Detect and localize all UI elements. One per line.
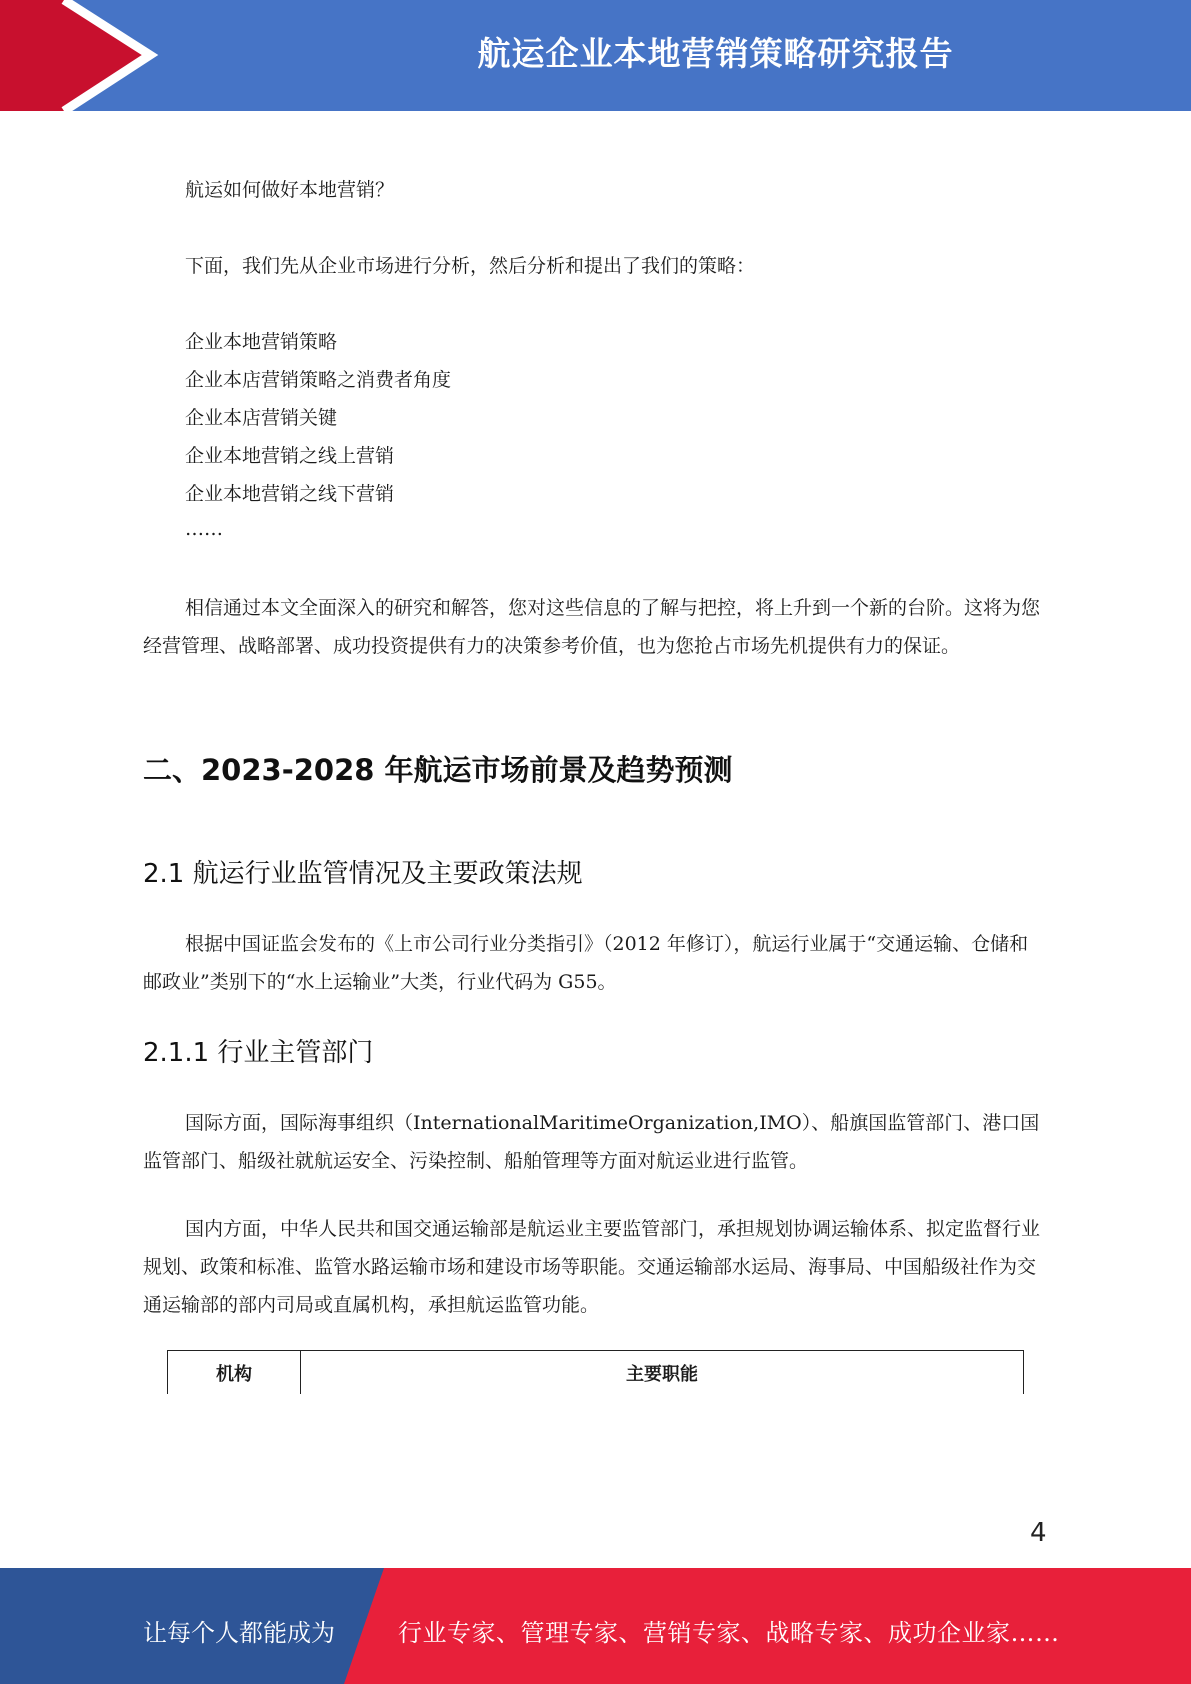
list-item: 企业本地营销之线上营销 bbox=[185, 445, 395, 467]
subsubsection-heading: 2.1.1 行业主管部门 bbox=[143, 1038, 374, 1068]
table-header-cell: 机构 bbox=[168, 1351, 301, 1394]
paragraph-domestic: 国内方面，中华人民共和国交通运输部是航运业主要监管部门，承担规划协调运输体系、拟定监督行业规划、政策和标准、监管水路运输市场和建设市场等职能。交通运输部水运局、海事局、中国船级社作为交通运输部的部内司局或直属机构，承担航运监管功能。 bbox=[143, 1218, 1041, 1316]
subsection-heading: 2.1 航运行业监管情况及主要政策法规 bbox=[143, 859, 583, 889]
footer-slogan-left: 让每个人都能成为 bbox=[143, 1619, 335, 1647]
list-item: 企业本地营销之线下营销 bbox=[185, 483, 395, 505]
page-footer bbox=[0, 1568, 1191, 1684]
page-number: 4 bbox=[1030, 1518, 1047, 1548]
list-item: 企业本地营销策略 bbox=[185, 331, 338, 353]
paragraph-international: 国际方面，国际海事组织（InternationalMaritimeOrganization,IMO）、船旗国监管部门、港口国监管部门、船级社就航运安全、污染控制、船舶管理等方面对航运业进行监管。 bbox=[143, 1112, 1040, 1172]
list-ellipsis: …… bbox=[185, 518, 223, 540]
subsection-body: 根据中国证监会发布的《上市公司行业分类指引》（2012 年修订），航运行业属于“交通运输、仓储和邮政业”类别下的“水上运输业”大类，行业代码为 G55。 bbox=[143, 933, 1029, 993]
regulator-table-header bbox=[167, 1350, 1024, 1394]
intro-question: 航运如何做好本地营销？ bbox=[185, 179, 395, 201]
footer-slogan-right: 行业专家、管理专家、营销专家、战略专家、成功企业家…… bbox=[398, 1619, 1060, 1647]
table-header-cell: 主要职能 bbox=[626, 1363, 698, 1385]
intro-closing: 相信通过本文全面深入的研究和解答，您对这些信息的了解与把控，将上升到一个新的台阶。这将为您经营管理、战略部署、成功投资提供有力的决策参考价值，也为您抢占市场先机提供有力的保证。 bbox=[143, 597, 1041, 657]
list-item: 企业本店营销策略之消费者角度 bbox=[185, 369, 452, 391]
report-title: 航运企业本地营销策略研究报告 bbox=[477, 34, 954, 73]
page-header bbox=[0, 0, 1191, 111]
intro-lead: 下面，我们先从企业市场进行分析，然后分析和提出了我们的策略： bbox=[185, 255, 756, 277]
section-heading: 二、2023-2028 年航运市场前景及趋势预测 bbox=[143, 753, 733, 787]
list-item: 企业本店营销关键 bbox=[185, 407, 338, 429]
